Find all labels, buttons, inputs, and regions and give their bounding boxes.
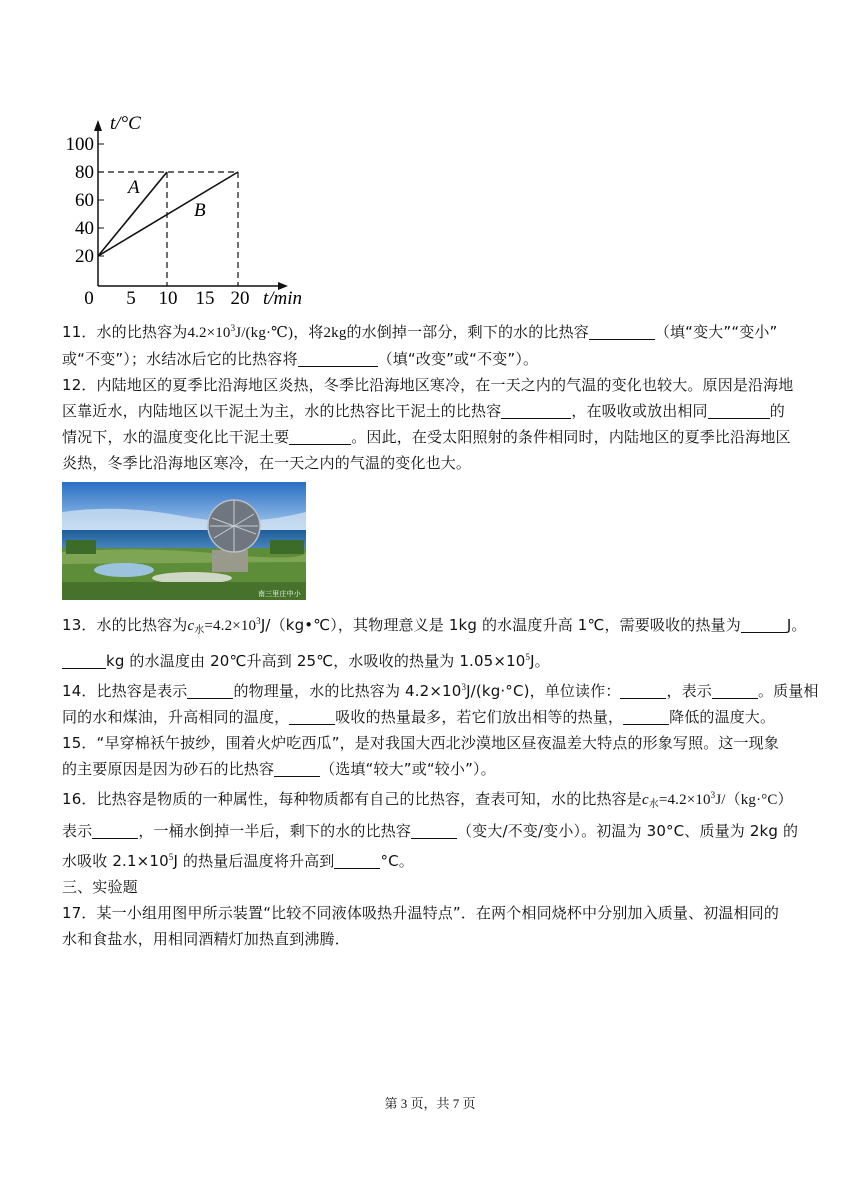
x-tick-label: 15 — [195, 288, 215, 308]
x-tick-label: 0 — [84, 288, 94, 308]
line-b-label: B — [194, 200, 206, 221]
x-tick-label: 10 — [158, 288, 178, 308]
answer-blank[interactable] — [334, 853, 380, 869]
question-13: 13．水的比热容为$c_水=4.2\times 10^3J/(kg•℃)$，其物理意义是 1kg 的水温度升高 1℃，需要吸收的热量为 J。 kg 的水温度由 20℃升高到 25℃，水吸收的热量为 $1.05\times 10^5J$。 — [62, 616, 807, 670]
answer-blank[interactable] — [501, 403, 571, 419]
line-b — [98, 172, 238, 256]
answer-blank[interactable] — [708, 403, 770, 419]
question-17: 17．某一小组用图甲所示装置“比较不同液体吸热升温特点”．在两个相同烧杯中分别加入质量、初温相同的 水和食盐水，用相同酒精灯加热直到沸腾． — [62, 904, 779, 948]
photo-watermark: 南三里庄中小 — [258, 590, 301, 598]
answer-blank[interactable] — [712, 683, 758, 699]
y-tick-label: 40 — [75, 218, 94, 239]
section-title: 三、实验题 — [62, 878, 138, 896]
y-axis-label: t/°C — [110, 113, 141, 134]
y-tick-label: 60 — [75, 190, 94, 211]
question-14: 14．比热容是表示 的物理量，水的比热容为 $4.2\times 10^3J/(kg\cdot^\circ C)$，单位读作： ，表示 。质量相 同的水和煤油，升高相同的温度， 吸收的热量最多，若它们放出相等的热量， 降低的温度大。 — [62, 682, 819, 726]
answer-blank[interactable] — [187, 683, 233, 699]
temperature-time-graph — [60, 108, 320, 308]
answer-blank[interactable] — [289, 429, 351, 445]
answer-blank[interactable] — [92, 823, 138, 839]
x-tick-label: 20 — [230, 288, 250, 308]
y-tick-label: 80 — [75, 162, 94, 183]
answer-blank[interactable] — [62, 653, 106, 669]
x-tick-label: 5 — [126, 288, 136, 308]
answer-blank[interactable] — [411, 823, 457, 839]
answer-blank[interactable] — [623, 709, 669, 725]
page-footer: 第 3 页，共 7 页 — [384, 1096, 476, 1111]
answer-blank[interactable] — [289, 709, 335, 725]
line-a-label: A — [128, 177, 140, 198]
question-12: 12．内陆地区的夏季比沿海地区炎热，冬季比沿海地区寒冷，在一天之内的气温的变化也较大。原因是沿海地 区靠近水，内陆地区以干泥土为主，水的比热容比干泥土的比热容 ，在吸收或放出相同 的 情况下，水的温度变化比干泥土要 。因此，在受太阳照射的条件相同时，内陆地区的夏季比沿海地区 炎热，冬季比沿海地区寒冷，在一天之内的气温的变化也大。 — [62, 376, 794, 472]
question-11: 11．水的比热容为$4.2\times 10^3J/(kg\cdot℃)$，将2kg的水倒掉一部分，剩下的水的比热容 （填“变大”“变小” 或“不变”）；水结冰后它的比热容将 （填“改变”或“不变”）。 — [62, 323, 778, 368]
answer-blank[interactable] — [274, 761, 320, 777]
question-15: 15．“早穿棉袄午披纱，围着火炉吃西瓜”，是对我国大西北沙漠地区昼夜温差大特点的形象写照。这一现象 的主要原因是因为砂石的比热容 （选填“较大”或“较小”）。 — [62, 734, 779, 778]
question-16: 16．比热容是物质的一种属性，每种物质都有自己的比热容，查表可知，水的比热容是$c_水=4.2\times 10^3J/(kg\cdot^\circ C)$ 表示 ，一桶水倒掉一半后，剩下的水的比热容 （变大/不变/变小）。初温为 30°C、质量为 2kg 的 水吸收 $2.1\times 10^5J$ 的热量后温度将升高到 °C。 — [62, 790, 799, 870]
x-axis-label: t/min — [263, 288, 303, 308]
y-tick-label: 20 — [75, 246, 94, 267]
y-tick-label: 100 — [65, 134, 94, 155]
graph-svg — [60, 108, 320, 308]
answer-blank[interactable] — [741, 617, 787, 633]
questions-body — [62, 315, 840, 952]
y-axis-arrow — [94, 120, 102, 131]
photo-illustration — [62, 482, 306, 600]
coastal-sculpture-photo — [62, 482, 306, 600]
answer-blank[interactable] — [298, 351, 378, 367]
answer-blank[interactable] — [620, 683, 666, 699]
answer-blank[interactable] — [589, 324, 655, 340]
